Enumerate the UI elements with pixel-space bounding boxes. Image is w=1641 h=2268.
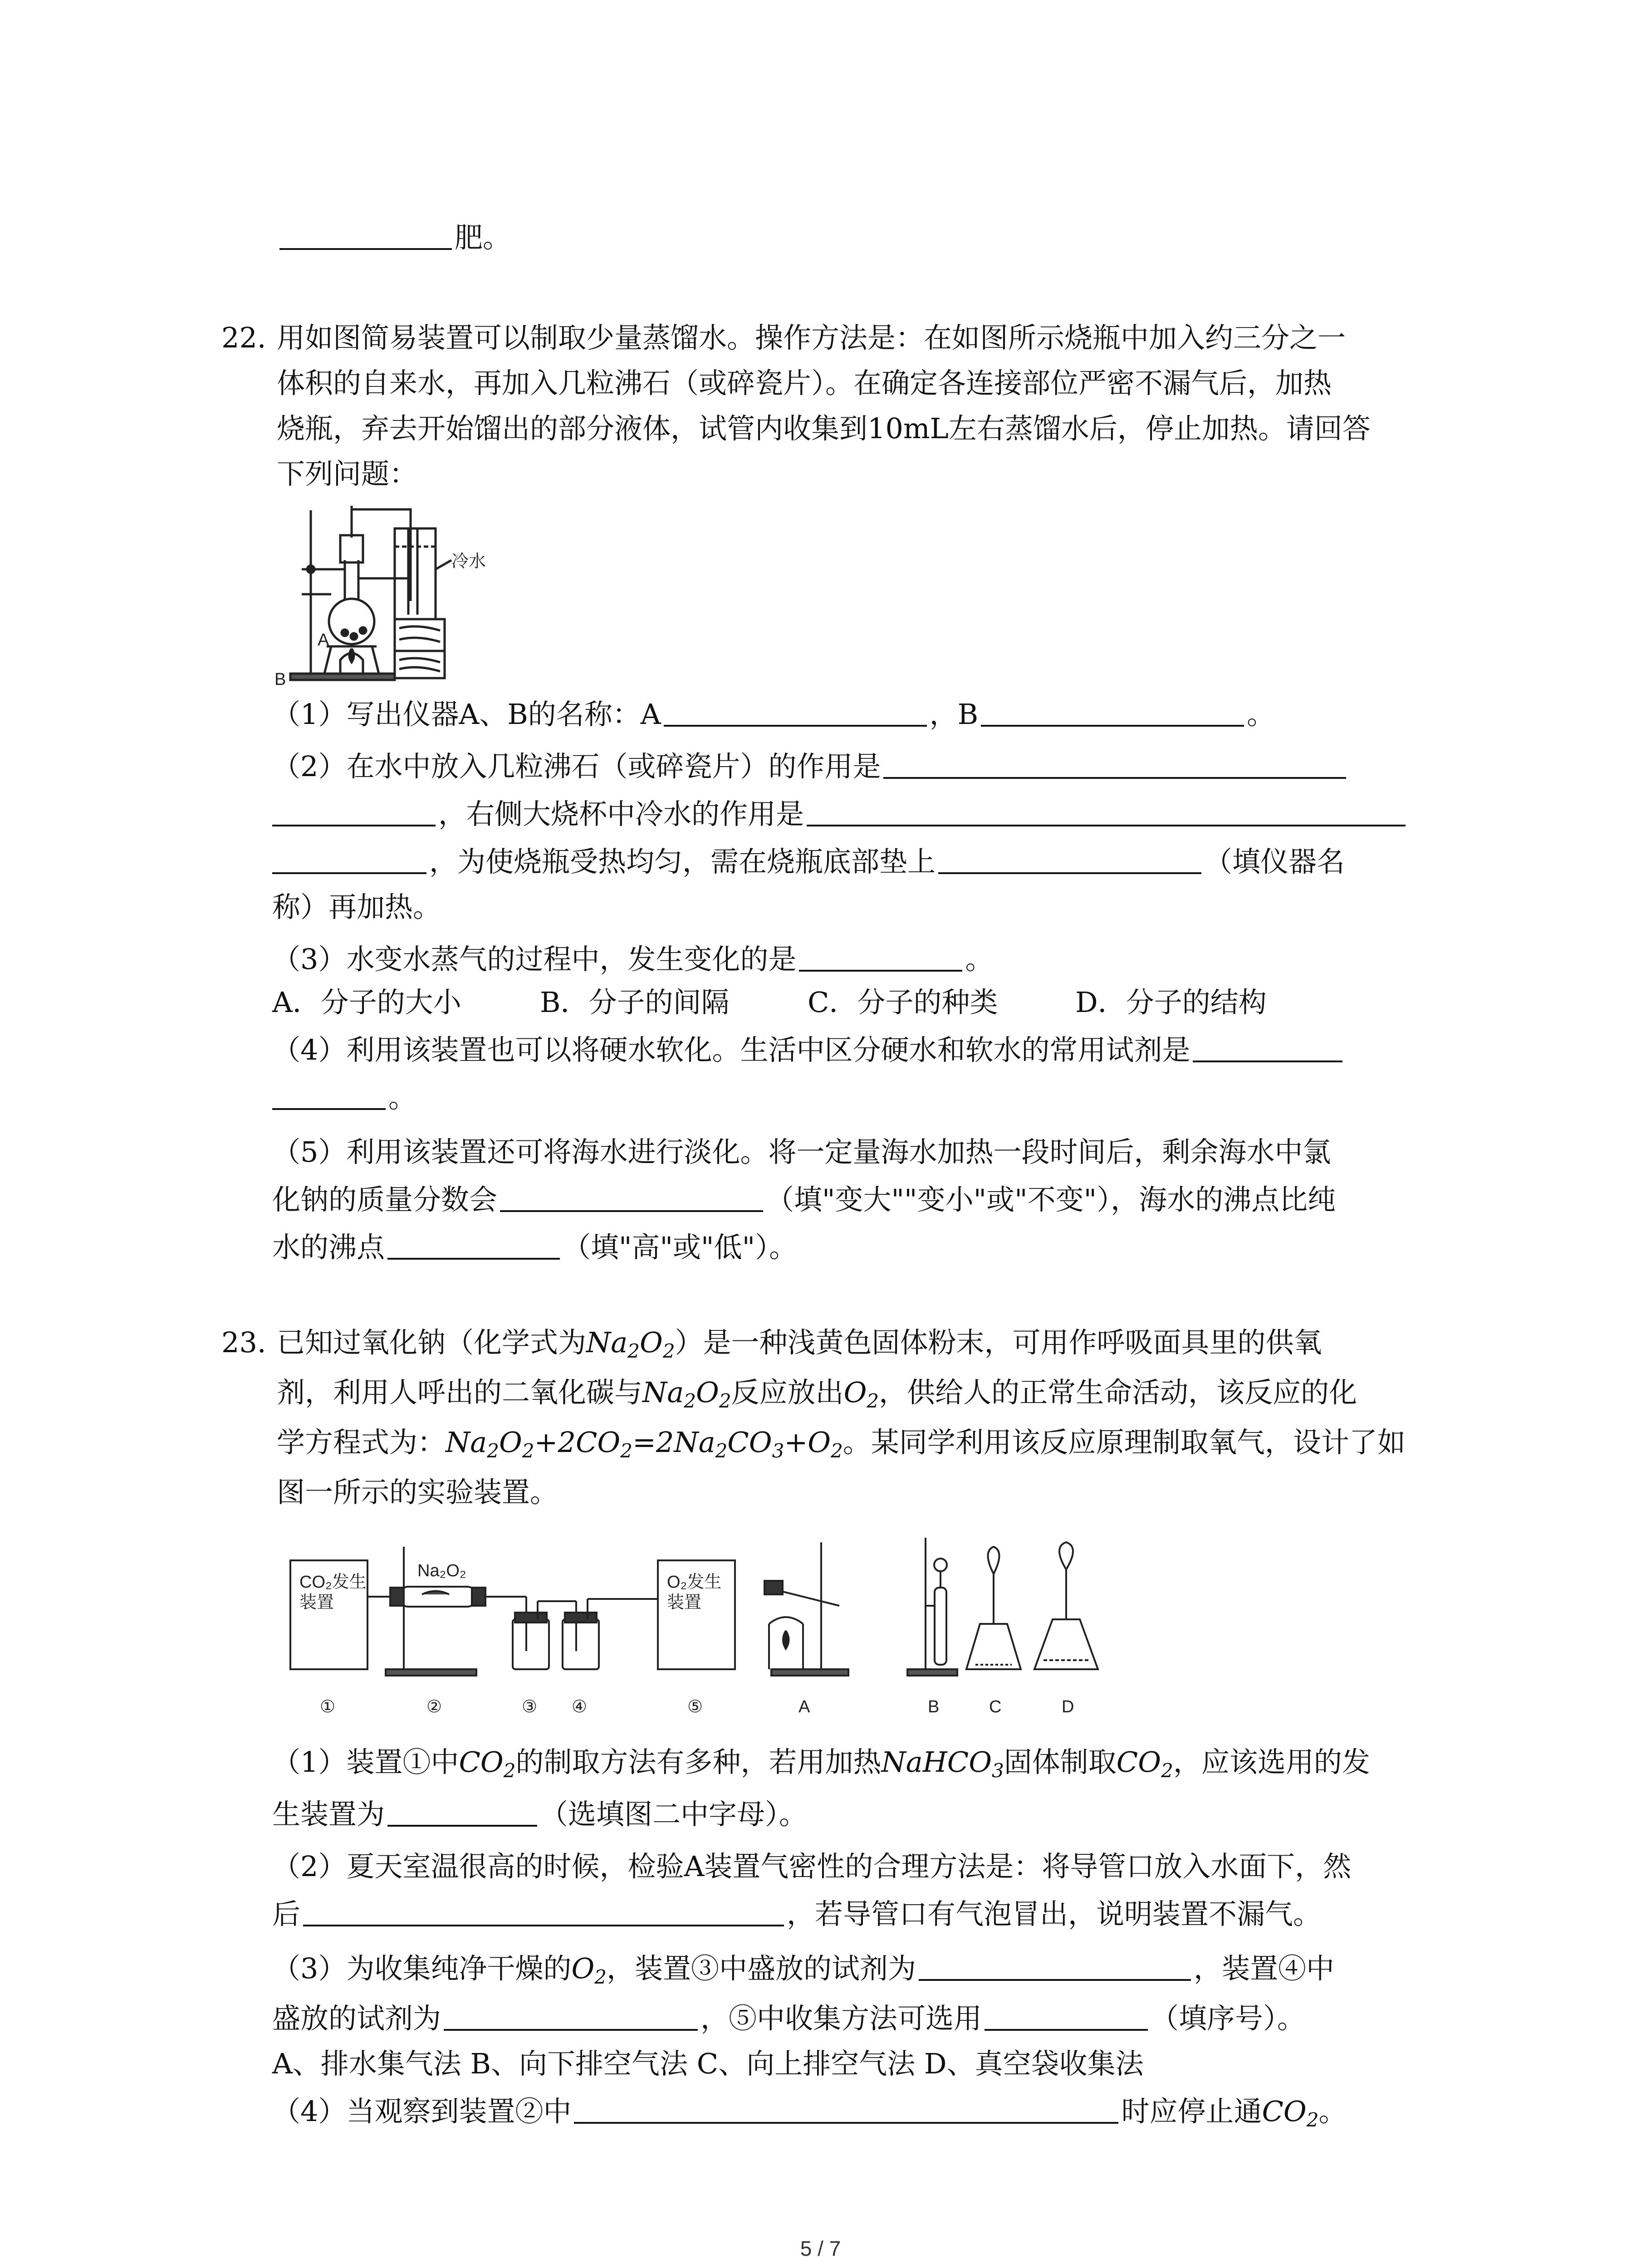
answer-blank[interactable] (1193, 1033, 1342, 1062)
option-c[interactable]: C．分子的种类 (808, 986, 998, 1019)
circled-3: ③ (522, 1697, 538, 1716)
answer-blank-b[interactable] (981, 698, 1244, 727)
question-number-23: 23. (221, 1326, 266, 1359)
distillation-apparatus-figure (272, 492, 499, 692)
letter-c: C (989, 1697, 1002, 1716)
q22-part-3: （3）水变水蒸气的过程中，发生变化的是 。 (272, 943, 994, 976)
q23-stem-line-4: 图一所示的实验装置。 (277, 1476, 558, 1509)
formula-na2o2: $Na_2O_2$ (586, 1326, 675, 1362)
q22-stem-line-1: 用如图简易装置可以制取少量蒸馏水。操作方法是：在如图所示烧瓶中加入约三分之一 (277, 321, 1346, 354)
option-d[interactable]: D．分子的结构 (1075, 986, 1267, 1019)
answer-blank[interactable] (272, 797, 436, 826)
page-number: 5 / 7 (800, 2237, 841, 2260)
answer-blank[interactable] (919, 1952, 1191, 1981)
q22-part-4-line-2: 。 (272, 1080, 416, 1116)
label-b: B (274, 670, 286, 689)
label-a: A (318, 631, 329, 650)
circled-4: ④ (572, 1697, 588, 1716)
answer-blank[interactable] (500, 1183, 763, 1212)
q22-part-5-line-3: 水的沸点 （填"高"或"低"）。 (272, 1231, 798, 1264)
circled-5: ⑤ (687, 1697, 703, 1716)
reaction-equation: $Na_2O_2+2CO_2=2Na_2CO_3+O_2$ (446, 1426, 843, 1462)
answer-blank[interactable] (883, 750, 1346, 779)
q23-part-1-line-1: （1）装置①中$CO_2$的制取方法有多种，若用加热NaHCO$_3$固体制取$CO_2$，应该选用的发 (272, 1745, 1370, 1782)
answer-blank[interactable] (444, 2002, 698, 2031)
answer-blank[interactable] (387, 1231, 560, 1260)
q22-stem-line-3: 烧瓶，弃去开始馏出的部分液体，试管内收集到10mL左右蒸馏水后，停止加热。请回答 (277, 412, 1371, 445)
answer-blank[interactable] (938, 845, 1201, 874)
q23-part-3-choices: A、排水集气法 B、向下排空气法 C、向上排空气法 D、真空袋收集法 (272, 2047, 1144, 2080)
q22-part-2-line-2: ，右侧大烧杯中冷水的作用是 (272, 796, 1408, 832)
answer-blank[interactable] (387, 1798, 537, 1827)
q22-stem-line-2: 体积的自来水，再加入几粒沸石（或碎瓷片）。在确定各连接部位严密不漏气后，加热 (277, 367, 1332, 400)
o2-generator-label: O₂发生 (667, 1573, 722, 1592)
q22-stem-line-4: 下列问题： (277, 457, 418, 490)
co2-generator-label: CO₂发生 (299, 1573, 367, 1592)
q23-stem-line-2: 剂，利用人呼出的二氧化碳与$Na_2O_2$反应放出$O_2$，供给人的正常生命活动，该反应的化 (277, 1376, 1357, 1412)
answer-blank[interactable] (272, 1081, 386, 1110)
svg-text:装置: 装置 (299, 1593, 334, 1612)
letter-a: A (798, 1697, 810, 1716)
q23-stem-line-3: 学方程式为：$Na_2O_2+2CO_2=2Na_2CO_3+O_2$。某同学利用该反应原理制取氧气，设计了如 (277, 1426, 1406, 1462)
q22-part-5-line-1: （5）利用该装置还可将海水进行淡化。将一定量海水加热一段时间后，剩余海水中氯 (272, 1135, 1331, 1168)
option-b[interactable]: B．分子的间隔 (540, 986, 730, 1019)
question-number-22: 22. (221, 321, 266, 354)
answer-blank[interactable] (985, 2002, 1148, 2031)
letter-b: B (928, 1697, 940, 1716)
q22-options (272, 984, 1267, 1021)
oxygen-preparation-apparatus-figure (281, 1533, 1134, 1724)
answer-blank[interactable] (807, 797, 1406, 826)
q22-part-2-line-4: 称）再加热。 (272, 890, 441, 924)
answer-blank[interactable] (799, 943, 962, 972)
q22-part-2-line-3: ，为使烧瓶受热均匀，需在烧瓶底部垫上 （填仪器名 (272, 844, 1345, 880)
previous-question-fragment: 肥。 (277, 220, 511, 256)
circled-1: ① (320, 1697, 336, 1716)
answer-blank[interactable] (272, 845, 426, 874)
answer-blank[interactable] (303, 1897, 784, 1926)
cold-water-label: 冷水 (451, 552, 486, 571)
option-a[interactable]: A．分子的大小 (272, 986, 461, 1019)
q22-part-4-line-1: （4）利用该装置也可以将硬水软化。生活中区分硬水和软水的常用试剂是 (272, 1032, 1345, 1068)
answer-blank-a[interactable] (664, 698, 927, 727)
q23-stem-line-1: 已知过氧化钠（化学式为$Na_2O_2$）是一种浅黄色固体粉末，可用作呼吸面具里的供氧 (277, 1326, 1322, 1362)
q23-part-2-line-2: 后 ，若导管口有气泡冒出，说明装置不漏气。 (272, 1897, 1322, 1931)
q22-part-1: （1）写出仪器A、B的名称：A ，B 。 (272, 698, 1275, 731)
q22-part-5-line-2: 化钠的质量分数会 （填"变大""变小"或"不变"），海水的沸点比纯 (272, 1183, 1336, 1216)
letter-d: D (1062, 1697, 1074, 1716)
q23-part-3-line-1: （3）为收集纯净干燥的$O_2$，装置③中盛放的试剂为 ，装置④中 (272, 1952, 1335, 1988)
q23-part-2-line-1: （2）夏天室温很高的时候，检验A装置气密性的合理方法是：将导管口放入水面下，然 (272, 1850, 1352, 1883)
q22-part-2-line-1: （2）在水中放入几粒沸石（或碎瓷片）的作用是 (272, 748, 1349, 785)
svg-text:装置: 装置 (667, 1593, 702, 1612)
q23-part-3-line-2: 盛放的试剂为 ，⑤中收集方法可选用 （填序号）。 (272, 2002, 1306, 2035)
circled-2: ② (426, 1697, 442, 1716)
answer-blank[interactable] (574, 2095, 1118, 2124)
q23-part-1-line-2: 生装置为 （选填图二中字母）。 (272, 1798, 808, 1831)
q23-part-4: （4）当观察到装置②中 时应停止通$CO_2$。 (272, 2095, 1347, 2131)
answer-blank[interactable] (279, 221, 452, 250)
na2o2-label: Na₂O₂ (417, 1561, 466, 1580)
